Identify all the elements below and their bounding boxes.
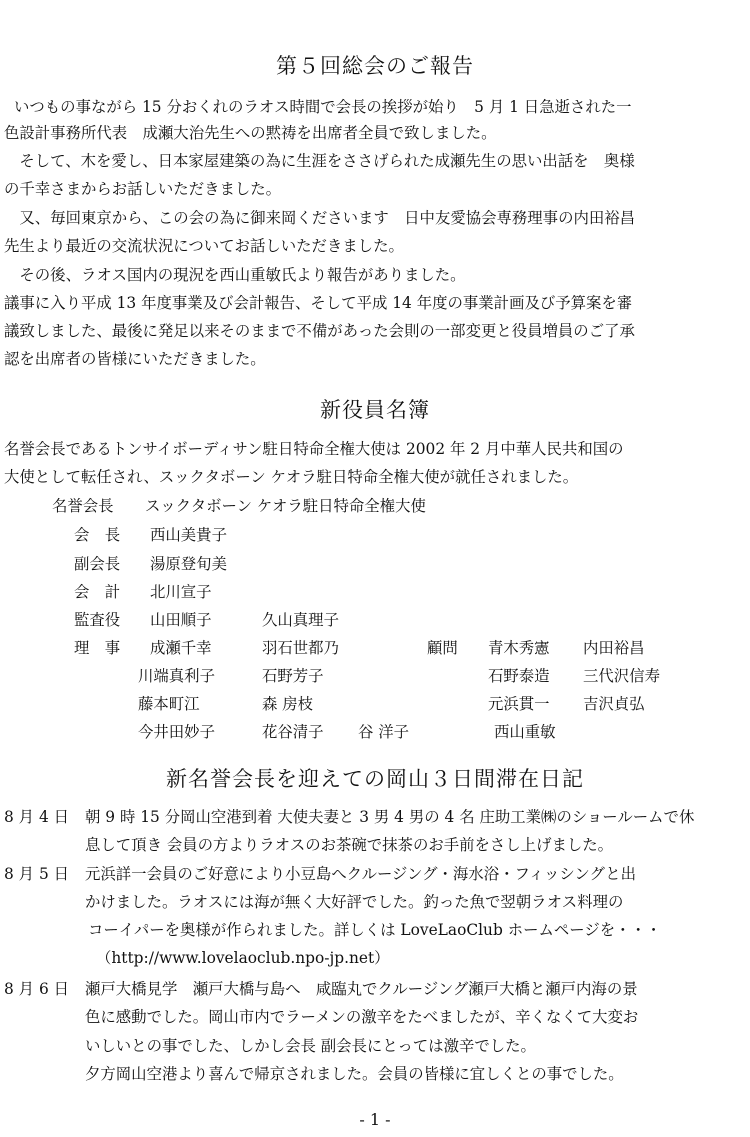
report-line: 色設計事務所代表 成瀬大治先生への黙祷を出席者全員で致しました。 bbox=[4, 124, 497, 142]
name-director: 谷 洋子 bbox=[358, 723, 410, 741]
name-director: 川端真利子 bbox=[138, 667, 215, 685]
name-director: 石野芳子 bbox=[262, 667, 324, 685]
heading-okayama-diary: 新名誉会長を迎えての岡山３日間滞在日記 bbox=[166, 767, 584, 791]
name-treasurer: 北川宣子 bbox=[150, 583, 212, 601]
name-advisor: 石野泰造 bbox=[488, 667, 550, 685]
role-honorary-president: 名誉会長 bbox=[52, 497, 114, 515]
diary-url: （http://www.lovelaoclub.npo-jp.net） bbox=[96, 949, 390, 967]
name-president: 西山美貴子 bbox=[150, 526, 227, 544]
diary-date: 8 月 6 日 bbox=[4, 980, 70, 998]
name-honorary-president: スックタボーン ケオラ駐日特命全権大使 bbox=[145, 497, 426, 515]
diary-date: 8 月 5 日 bbox=[4, 865, 70, 883]
page-number: - 1 - bbox=[359, 1110, 391, 1129]
report-line: の千幸さまからお話しいただきました。 bbox=[4, 180, 282, 198]
name-vice-president: 湯原登旬美 bbox=[150, 555, 227, 573]
name-advisor: 西山重敏 bbox=[494, 723, 556, 741]
name-director: 今井田妙子 bbox=[138, 723, 215, 741]
diary-date: 8 月 4 日 bbox=[4, 808, 70, 826]
diary-line: 夕方岡山空港より喜んで帰京されました。会員の皆様に宜しくとの事でした。 bbox=[85, 1065, 624, 1083]
role-directors: 理 事 bbox=[74, 639, 121, 657]
name-director: 藤本町江 bbox=[138, 695, 200, 713]
report-line: その後、ラオス国内の現況を西山重敏氏より報告がありました。 bbox=[4, 266, 466, 284]
diary-line: 朝 9 時 15 分岡山空港到着 大使夫妻と 3 男 4 男の 4 名 庄助工業㈱のショールームで休 bbox=[85, 808, 695, 826]
report-line: いつもの事ながら 15 分おくれのラオス時間で会長の挨拶が始り 5 月 1 日急逝された一 bbox=[14, 98, 632, 116]
diary-line: いしいとの事でした、しかし会長 副会長にとっては激辛でした。 bbox=[85, 1037, 536, 1055]
diary-line: コーイパーを奥様が作られました。詳しくは LoveLaoClub ホームページを・・・ bbox=[88, 921, 662, 939]
report-line: 議致しました、最後に発足以来そのままで不備があった会則の一部変更と役員増員のご了承 bbox=[4, 322, 635, 340]
report-line: 認を出席者の皆様にいただきました。 bbox=[4, 350, 266, 368]
name-advisor: 吉沢貞弘 bbox=[583, 695, 645, 713]
heading-general-meeting-report: 第５回総会のご報告 bbox=[276, 54, 474, 78]
name-director: 成瀬千幸 bbox=[150, 639, 212, 657]
diary-line: 色に感動でした。岡山市内でラーメンの激辛をたべましたが、辛くなくて大変お bbox=[85, 1008, 639, 1026]
name-auditor: 山田順子 bbox=[150, 611, 212, 629]
name-auditor: 久山真理子 bbox=[262, 611, 339, 629]
report-line: そして、木を愛し、日本家屋建築の為に生涯をささげられた成瀬先生の思い出話を 奥様 bbox=[4, 152, 635, 170]
role-president: 会 長 bbox=[74, 526, 121, 544]
role-vice-president: 副会長 bbox=[74, 555, 121, 573]
diary-line: 瀬戸大橋見学 瀬戸大橋与島へ 咸臨丸でクルージング瀬戸大橋と瀬戸内海の景 bbox=[85, 980, 638, 998]
role-advisors: 顧問 bbox=[427, 639, 458, 657]
officers-intro-line: 大使として転任され、スックタボーン ケオラ駐日特命全権大使が就任されました。 bbox=[4, 468, 579, 486]
name-advisor: 内田裕昌 bbox=[583, 639, 645, 657]
report-line: 議事に入り平成 13 年度事業及び会計報告、そして平成 14 年度の事業計画及び予算案を審 bbox=[4, 294, 633, 312]
heading-new-officers: 新役員名簿 bbox=[320, 398, 430, 422]
officers-intro-line: 名誉会長であるトンサイボーディサン駐日特命全権大使は 2002 年 2 月中華人民共和国の bbox=[4, 440, 624, 458]
name-director: 羽石世都乃 bbox=[262, 639, 339, 657]
name-director: 森 房枝 bbox=[262, 695, 314, 713]
name-director: 花谷清子 bbox=[262, 723, 324, 741]
role-treasurer: 会 計 bbox=[74, 583, 121, 601]
report-line: 先生より最近の交流状況についてお話しいただきました。 bbox=[4, 237, 404, 255]
diary-line: かけました。ラオスには海が無く大好評でした。釣った魚で翌朝ラオス料理の bbox=[85, 893, 624, 911]
role-auditors: 監査役 bbox=[74, 611, 121, 629]
diary-line: 息して頂き 会員の方よりラオスのお茶碗で抹茶のお手前をさし上げました。 bbox=[85, 836, 614, 854]
diary-line: 元浜詳一会員のご好意により小豆島へクルージング・海水浴・フィッシングと出 bbox=[85, 865, 636, 883]
name-advisor: 三代沢信寿 bbox=[583, 667, 660, 685]
name-advisor: 青木秀憲 bbox=[488, 639, 550, 657]
name-advisor: 元浜貫一 bbox=[488, 695, 550, 713]
report-line: 又、毎回東京から、この会の為に御来岡くださいます 日中友愛協会専務理事の内田裕昌 bbox=[4, 209, 636, 227]
